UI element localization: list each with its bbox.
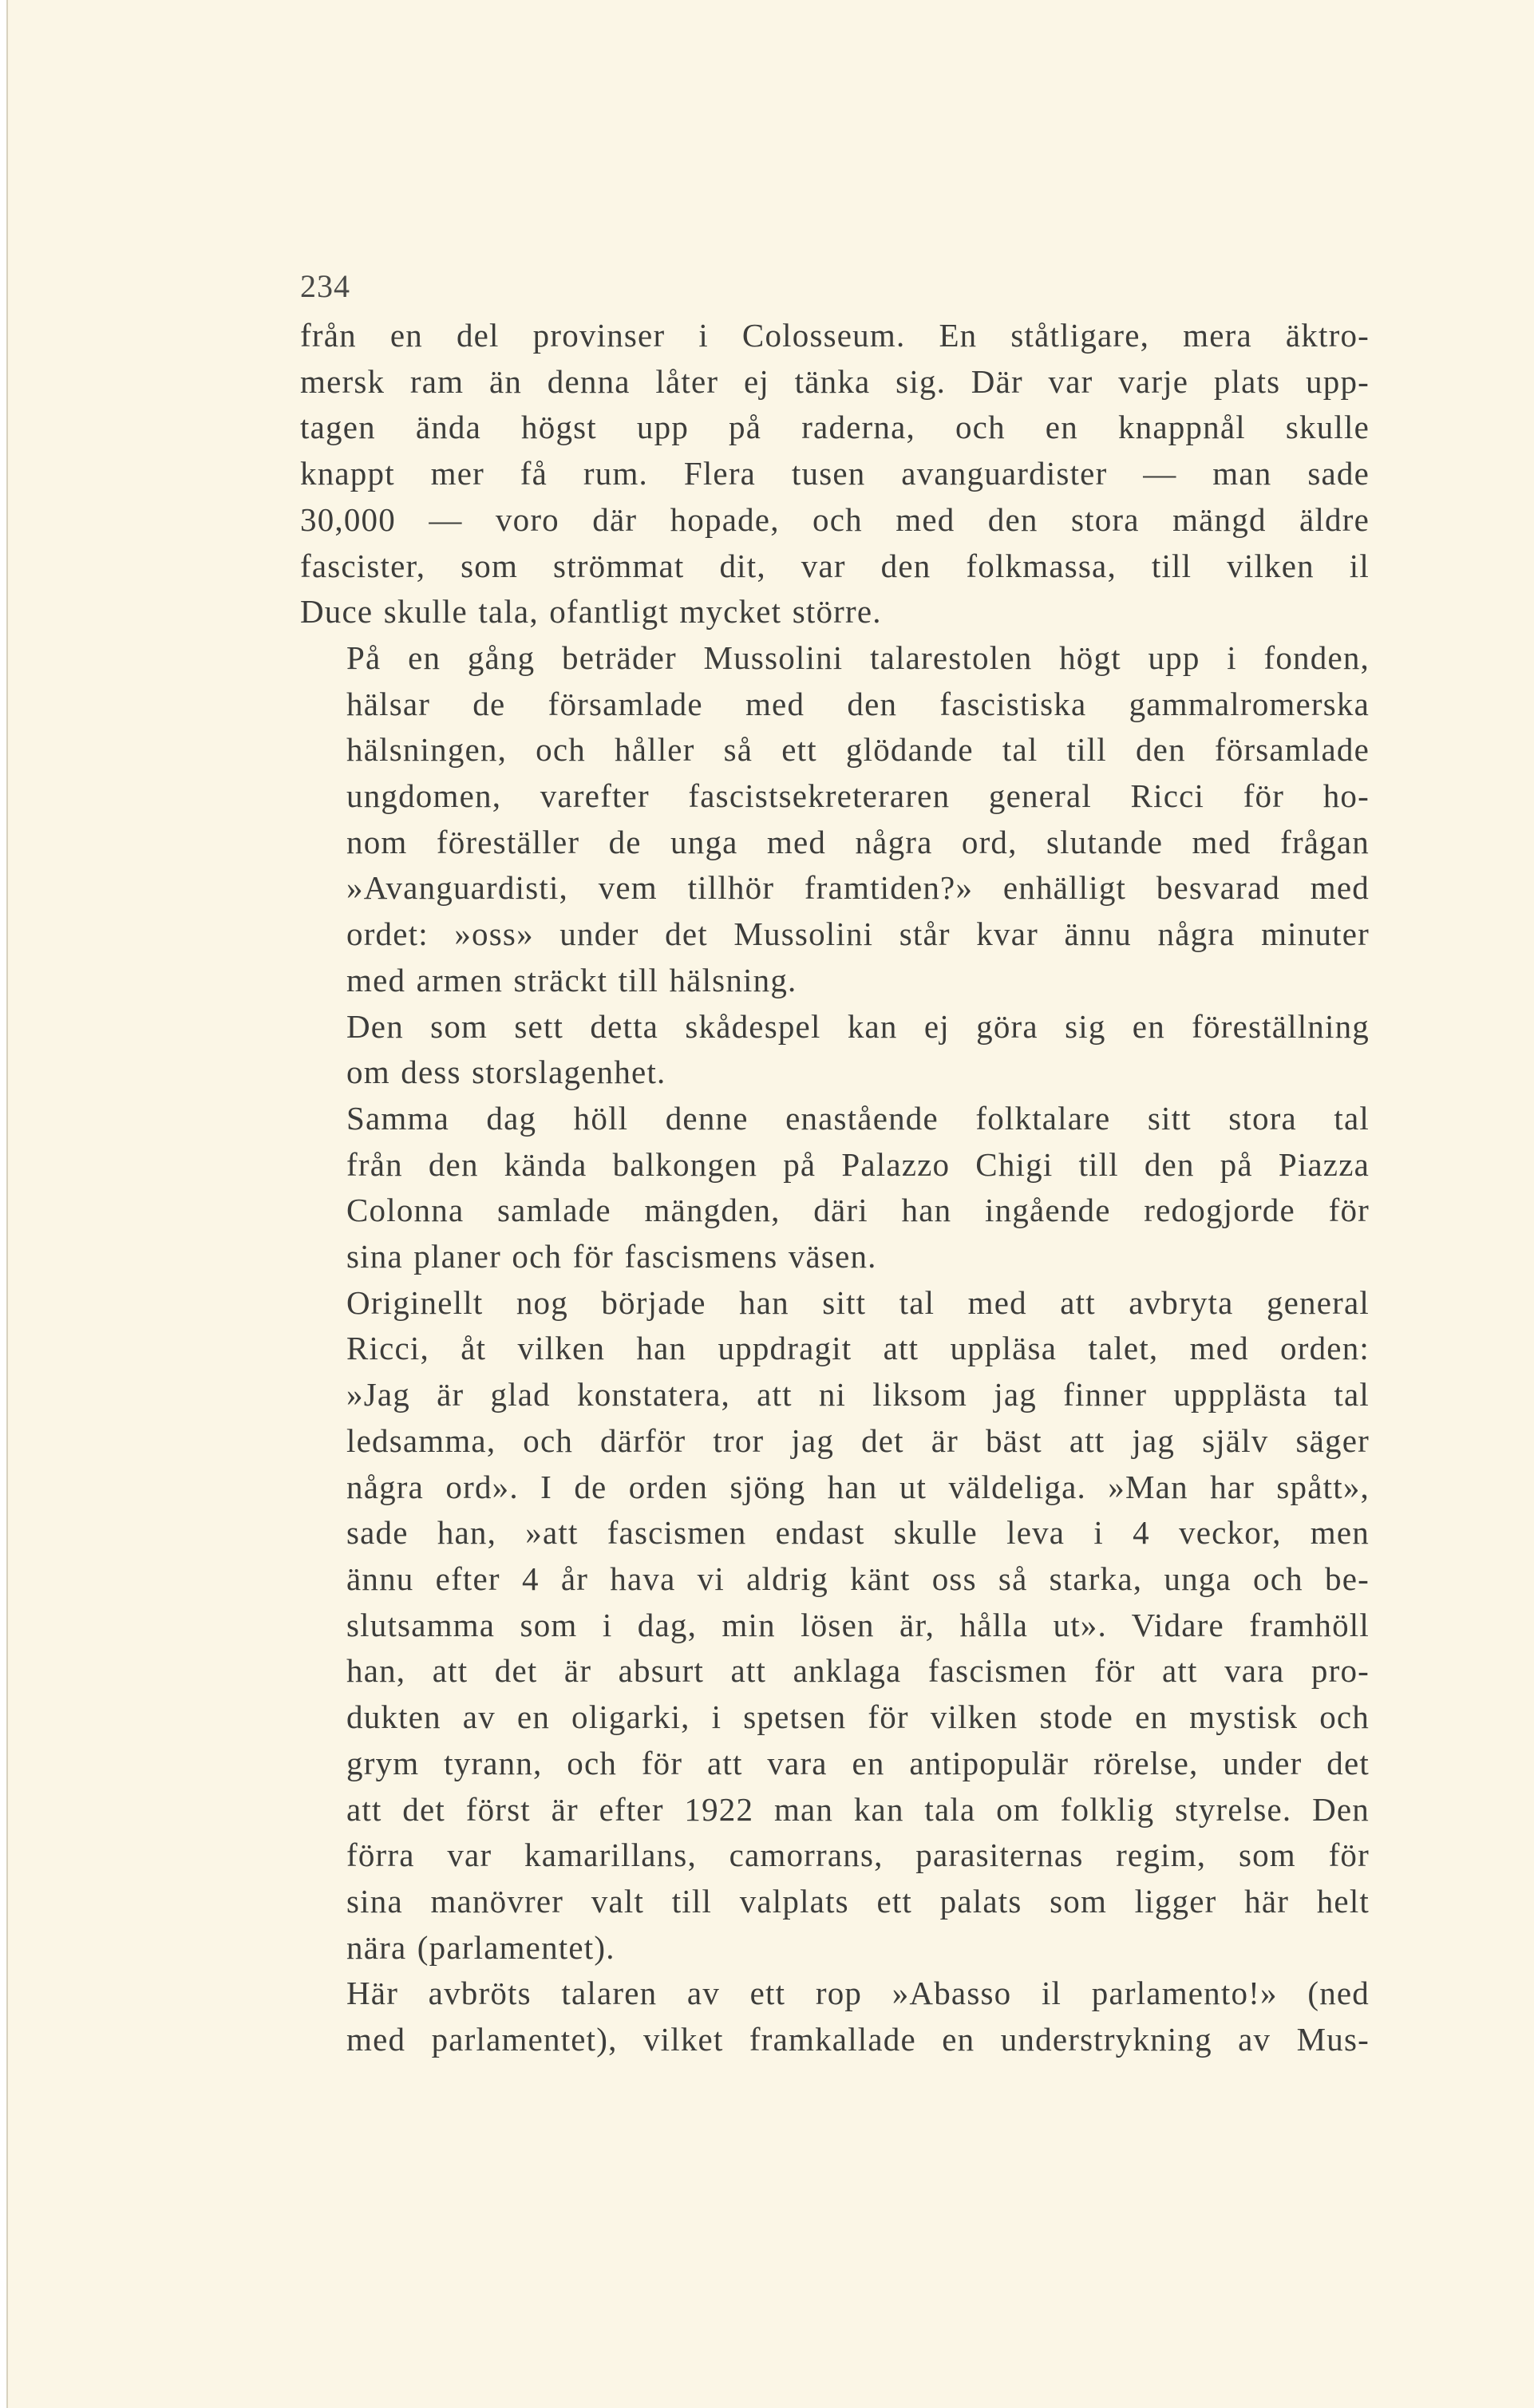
text-line: ännu efter 4 år hava vi aldrig känt oss så starka, unga och be- bbox=[346, 1560, 1370, 1597]
paragraph bbox=[300, 313, 1370, 635]
text-line: några ord». I de orden sjöng han ut väldeliga. »Man har spått», bbox=[346, 1468, 1370, 1505]
text-line: sade han, »att fascismen endast skulle leva i 4 veckor, men bbox=[346, 1514, 1370, 1552]
text-line: slutsamma som i dag, min lösen är, hålla ut». Vidare framhöll bbox=[346, 1606, 1370, 1643]
text-line: om dess storslagenhet. bbox=[346, 1054, 666, 1091]
text-line: ledsamma, och därför tror jag det är bäst att jag själv säger bbox=[346, 1421, 1370, 1459]
paragraph bbox=[300, 1096, 1370, 1280]
text-line: förra var kamarillans, camorrans, parasiternas regim, som för bbox=[346, 1837, 1370, 1874]
text-line: hälsningen, och håller så ett glödande tal till den församlade bbox=[346, 731, 1370, 769]
text-line: mersk ram än denna låter ej tänka sig. Där var varje plats upp- bbox=[300, 362, 1370, 400]
text-line: fascister, som strömmat dit, var den folkmassa, till vilken il bbox=[300, 547, 1370, 584]
text-line: från en del provinser i Colosseum. En ståtligare, mera äktro- bbox=[300, 317, 1370, 354]
text-line: dukten av en oligarki, i spetsen för vilken stode en mystisk och bbox=[346, 1698, 1370, 1736]
text-line: med armen sträckt till hälsning. bbox=[346, 961, 797, 998]
text-line: sina planer och för fascismens väsen. bbox=[346, 1238, 877, 1275]
text-line: med parlamentet), vilket framkallade en understrykning av Mus- bbox=[346, 2021, 1370, 2058]
text-line: Colonna samlade mängden, däri han ingående redogjorde för bbox=[346, 1192, 1370, 1229]
text-line: ungdomen, varefter fascistsekreteraren general Ricci för ho- bbox=[346, 777, 1370, 815]
book-page bbox=[6, 0, 1534, 2408]
text-line: Ricci, åt vilken han uppdragit att uppläsa talet, med orden: bbox=[346, 1330, 1370, 1367]
page-number: 234 bbox=[300, 268, 350, 304]
text-line: Samma dag höll denne enastående folktalare sitt stora tal bbox=[346, 1099, 1370, 1137]
text-line: »Avanguardisti, vem tillhör framtiden?» enhälligt besvarad med bbox=[346, 869, 1370, 907]
paragraph bbox=[300, 635, 1370, 1004]
text-line: att det först är efter 1922 man kan tala om folklig styrelse. Den bbox=[346, 1790, 1370, 1828]
text-line: tagen ända högst upp på raderna, och en knappnål skulle bbox=[300, 409, 1370, 446]
text-line: På en gång beträder Mussolini talarestolen högt upp i fonden, bbox=[346, 639, 1370, 676]
paragraph bbox=[300, 1004, 1370, 1096]
text-line: knappt mer få rum. Flera tusen avanguardister — man sade bbox=[300, 455, 1370, 492]
text-line: från den kända balkongen på Palazzo Chigi till den på Piazza bbox=[346, 1145, 1370, 1183]
paragraph bbox=[300, 1971, 1370, 2062]
text-line: han, att det är absurt att anklaga fascismen för att vara pro- bbox=[346, 1652, 1370, 1690]
text-line: »Jag är glad konstatera, att ni liksom jag finner uppplästa tal bbox=[346, 1376, 1370, 1414]
text-line: nom föreställer de unga med några ord, slutande med frågan bbox=[346, 823, 1370, 860]
text-line: 30,000 — voro där hopade, och med den stora mängd äldre bbox=[300, 500, 1370, 538]
text-line: Den som sett detta skådespel kan ej göra sig en föreställning bbox=[346, 1007, 1370, 1045]
body-text bbox=[300, 313, 1370, 2063]
text-line: Här avbröts talaren av ett rop »Abasso il parlamento!» (ned bbox=[346, 1975, 1370, 2012]
text-line: Duce skulle tala, ofantligt mycket större. bbox=[300, 593, 882, 631]
text-line: ordet: »oss» under det Mussolini står kvar ännu några minuter bbox=[346, 915, 1370, 953]
paragraph bbox=[300, 1280, 1370, 1971]
text-line: nära (parlamentet). bbox=[346, 1928, 615, 1966]
text-line: hälsar de församlade med den fascistiska gammalromerska bbox=[346, 685, 1370, 722]
text-line: grym tyrann, och för att vara en antipopulär rörelse, under det bbox=[346, 1744, 1370, 1781]
text-line: sina manövrer valt till valplats ett palats som ligger här helt bbox=[346, 1882, 1370, 1920]
text-line: Originellt nog började han sitt tal med att avbryta general bbox=[346, 1283, 1370, 1321]
